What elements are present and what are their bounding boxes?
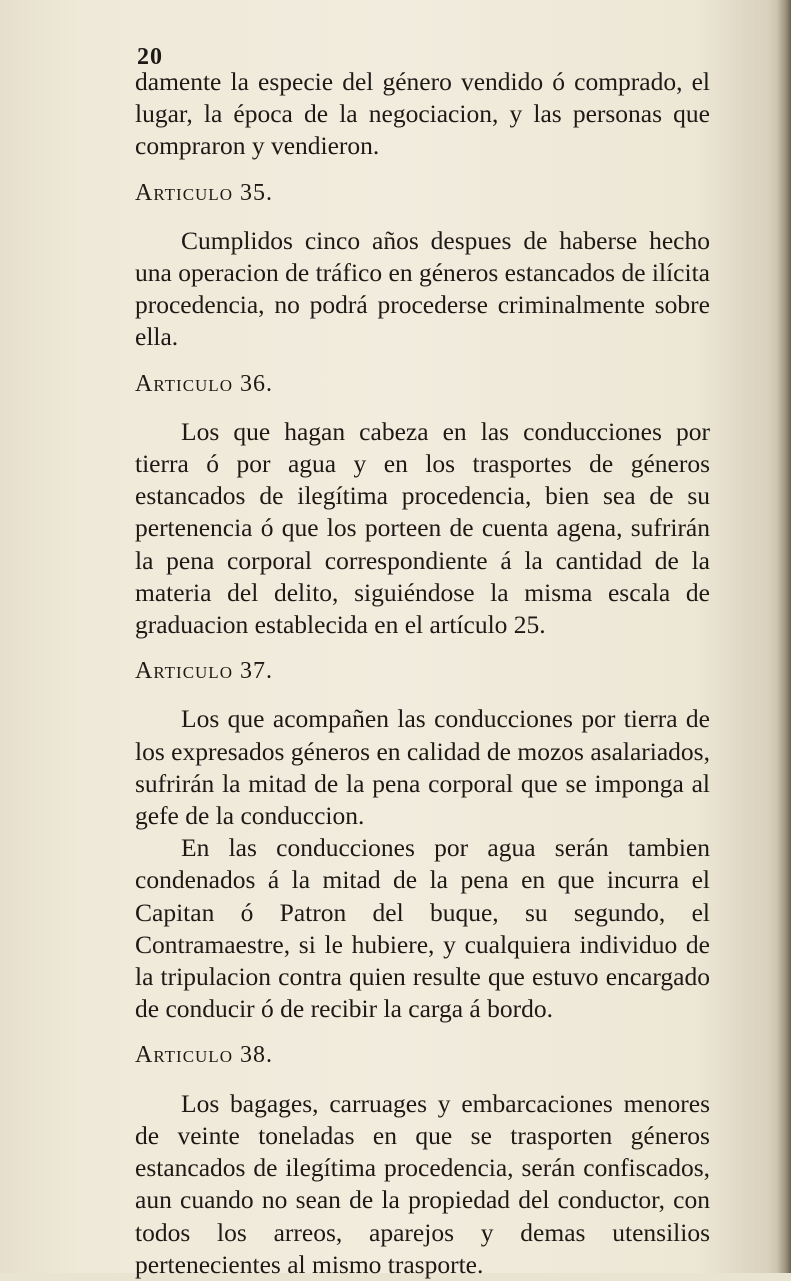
paragraph: Los que acompañen las conducciones por tierra de los expresados géneros en calidad de mozos asalariados, sufrirán la mitad de la pena corporal que se imponga al gefe de la conduccion. (135, 704, 710, 831)
article-heading: Articulo 37. (135, 658, 273, 685)
paragraph: En las conducciones por agua serán tambien condenados á la mitad de la pena en que incurra el Capitan ó Patron del buque, su segundo, el Contramaestre, si le hubiere, y cualquiera individuo de la tripulacion contra quien resulte que estuvo encargado de conducir ó de recibir la carga á bordo. (135, 833, 710, 1024)
article-heading: Articulo 36. (135, 370, 273, 397)
page-edge-shadow (777, 0, 791, 1273)
paragraph: Los que hagan cabeza en las conducciones por tierra ó por agua y en los trasportes de géneros estancados de ilegítima procedencia, bien sea de su pertenencia ó que los porteen de cuenta agena, sufrirán la pena corporal correspondiente á la cantidad de la materia del delito, siguiéndose la misma escala de graduacion establecida en el artículo 25. (135, 416, 710, 640)
body-text (135, 66, 710, 1281)
continued-paragraph: damente la especie del género vendido ó comprado, el lugar, la época de la negociacion, y las personas que compraron y vendieron. (135, 67, 710, 161)
article-heading: Articulo 38. (135, 1042, 273, 1069)
paragraph: Cumplidos cinco años despues de haberse hecho una operacion de tráfico en géneros estancados de ilícita procedencia, no podrá procederse criminalmente sobre ella. (135, 225, 710, 352)
article-heading: Articulo 35. (135, 179, 273, 206)
page-number: 20 (137, 44, 163, 70)
paragraph: Los bagages, carruages y embarcaciones menores de veinte toneladas en que se trasporten géneros estancados de ilegítima procedencia, serán confiscados, aun cuando no sean de la propiedad del conductor, con todos los arreos, aparejos y demas utensilios pertenecientes al mismo trasporte. (135, 1088, 710, 1279)
